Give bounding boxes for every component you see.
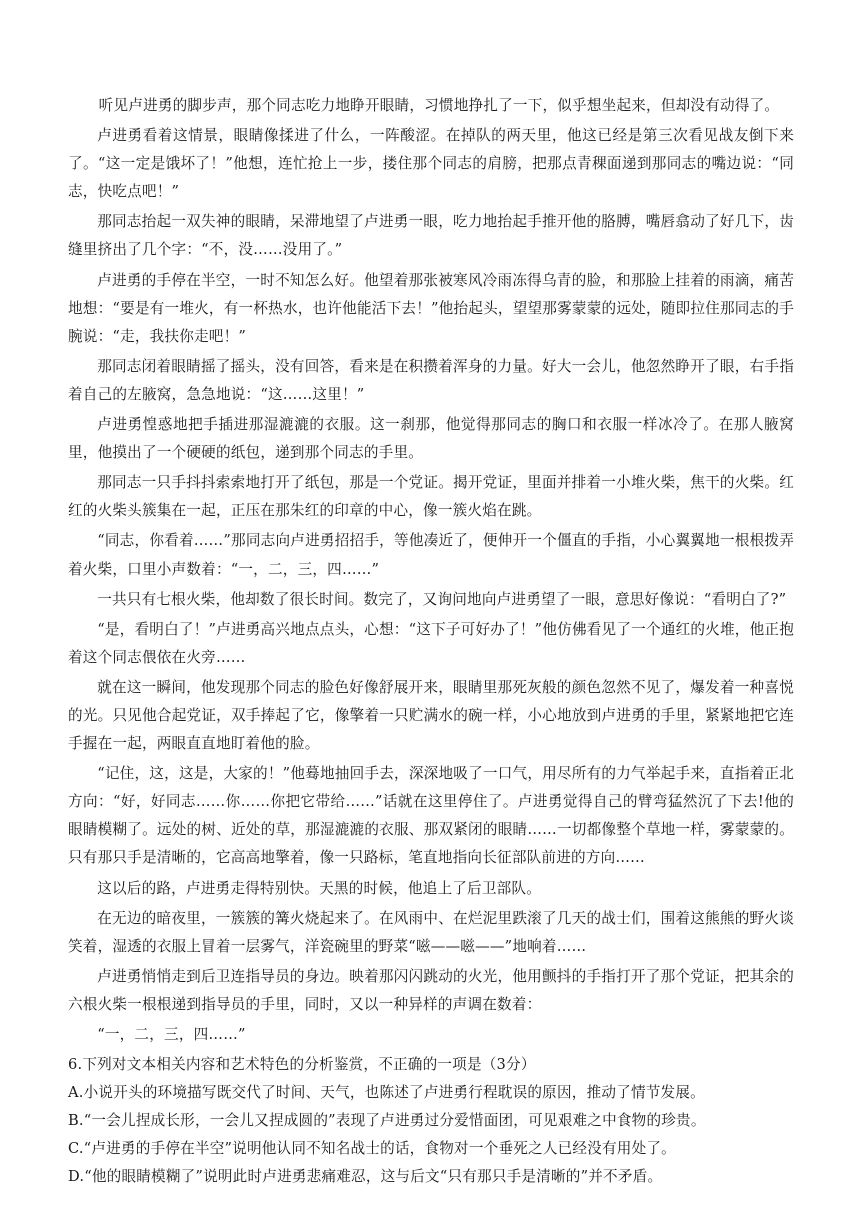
story-paragraph: 卢进勇的手停在半空，一时不知怎么好。他望着那张被寒风冷雨冻得乌青的脸，和那脸上挂着的雨滴，痛苦地想：“要是有一堆火，有一杯热水，也许他能活下去！”他抬起头，望望那雾蒙蒙的远处，随即拉住那同志的手腕说：“走，我扶你走吧！” xyxy=(68,271,794,345)
story-paragraph: 那同志闭着眼睛摇了摇头，没有回答，看来是在积攒着浑身的力量。好大一会儿，他忽然睁开了眼，右手指着自己的左腋窝，急急地说：“这……这里！” xyxy=(68,357,794,403)
option-c: C.“卢进勇的手停在半空”说明他认同不知名战士的话，食物对一个垂死之人已经没有用处了。 xyxy=(68,1140,676,1158)
story-paragraph: 这以后的路，卢进勇走得特别快。天黑的时候，他追上了后卫部队。 xyxy=(97,879,542,897)
story-text xyxy=(68,92,794,1049)
story-paragraph: “记住，这，这是，大家的！”他蓦地抽回手去，深深地吸了一口气，用尽所有的力气举起手来，直指着正北方向：“好，好同志……你……你把它带给……”话就在这里停住了。卢进勇觉得自己的臂弯猛然沉了下去!他的眼睛模糊了。远处的树、近处的草，那湿漉漉的衣服、那双紧闭的眼睛……一切都像整个草地一样，雾蒙蒙的。只有那只手是清晰的，它高高地擎着，像一只路标，笔直地指向长征部队前进的方向…… xyxy=(68,765,794,867)
story-paragraph: 在无边的暗夜里，一簇簇的篝火烧起来了。在风雨中、在烂泥里跌滚了几天的战士们，围着这熊熊的野火谈笑着，湿透的衣服上冒着一层雾气，洋瓷碗里的野菜“嗞——嗞——”地响着…… xyxy=(68,909,794,955)
story-paragraph: 卢进勇看着这情景，眼睛像揉进了什么，一阵酸涩。在掉队的两天里，他这已经是第三次看见战友倒下来了。“这一定是饿坏了！”他想，连忙抢上一步，搂住那个同志的肩膀，把那点青稞面递到那同志的嘴边说：“同志，快吃点吧！” xyxy=(68,127,794,201)
story-paragraph: 卢进勇惶惑地把手插进那湿漉漉的衣服。这一刹那，他觉得那同志的胸口和衣服一样冰冷了。在那人腋窝里，他摸出了一个硬硬的纸包，递到那个同志的手里。 xyxy=(68,416,794,462)
story-paragraph: 那同志抬起一双失神的眼睛，呆滞地望了卢进勇一眼，吃力地抬起手推开他的胳膊，嘴唇翕动了好几下，齿缝里挤出了几个字：“不，没……没用了。” xyxy=(68,213,794,259)
option-b: B.“一会儿捏成长形，一会儿又捏成圆的”表现了卢进勇过分爱惜面团，可见艰难之中食物的珍贵。 xyxy=(68,1112,706,1130)
question-stem: 6.下列对文本相关内容和艺术特色的分析鉴赏，不正确的一项是（3分） xyxy=(68,1056,536,1074)
story-paragraph: 一共只有七根火柴，他却数了很长时间。数完了，又询问地向卢进勇望了一眼，意思好像说：“看明白了?” xyxy=(97,590,787,608)
story-paragraph: 听见卢进勇的脚步声，那个同志吃力地睁开眼睛，习惯地挣扎了一下，似乎想坐起来，但却没有动得了。 xyxy=(98,97,780,114)
question-6 xyxy=(68,1051,794,1191)
story-paragraph: 那同志一只手抖抖索索地打开了纸包，那是一个党证。揭开党证，里面并排着一小堆火柴，焦干的火柴。红红的火柴头簇集在一起，正压在那朱红的印章的中心，像一簇火焰在跳。 xyxy=(68,474,794,520)
story-paragraph: “一，二，三，四……” xyxy=(97,1026,246,1043)
option-d: D.“他的眼睛模糊了”说明此时卢进勇悲痛难忍，这与后文“只有那只手是清晰的”并不矛盾。 xyxy=(68,1168,663,1186)
exam-page xyxy=(68,92,794,1192)
option-a: A.小说开头的环境描写既交代了时间、天气，也陈述了卢进勇行程耽误的原因，推动了情节发展。 xyxy=(68,1084,705,1102)
story-paragraph: “同志，你看着……”那同志向卢进勇招招手，等他凑近了，便伸开一个僵直的手指，小心翼翼地一根根拨弄着火柴，口里小声数着：“一，二，三，四……” xyxy=(68,532,794,578)
story-paragraph: “是，看明白了！”卢进勇高兴地点点头，心想：“这下子可好办了！”他仿佛看见了一个通红的火堆，他正抱着这个同志偎依在火旁…… xyxy=(68,620,794,666)
story-paragraph: 就在这一瞬间，他发现那个同志的脸色好像舒展开来，眼睛里那死灰般的颜色忽然不见了，爆发着一种喜悦的光。只见他合起党证，双手捧起了它，像擎着一只贮满水的碗一样，小心地放到卢进勇的手里，紧紧地把它连手握在一起，两眼直直地盯着他的脸。 xyxy=(68,678,794,753)
story-paragraph: 卢进勇悄悄走到后卫连指导员的身边。映着那闪闪跳动的火光，他用颤抖的手指打开了那个党证，把其余的六根火柴一根根递到指导员的手里，同时，又以一种异样的声调在数着： xyxy=(68,967,794,1013)
